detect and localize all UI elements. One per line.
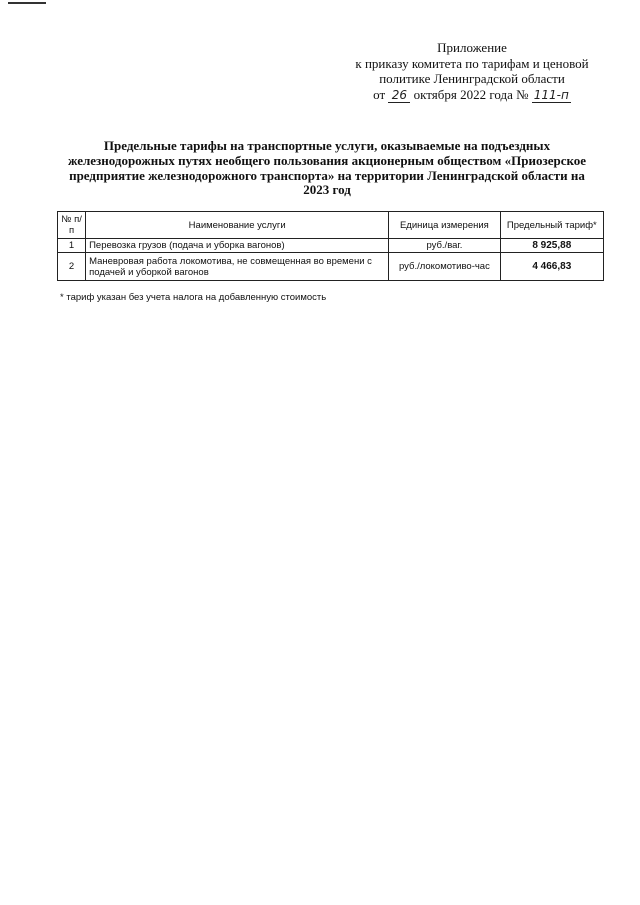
appendix-label: Приложение — [437, 40, 507, 55]
header-num: № п/п — [58, 212, 86, 239]
row-num: 2 — [58, 253, 86, 281]
row-unit: руб./ваг. — [389, 239, 500, 253]
handwritten-day: 26 — [388, 89, 410, 103]
row-tariff: 4 466,83 — [500, 253, 603, 281]
appendix-header — [330, 40, 614, 103]
date-prefix: от — [373, 86, 386, 102]
header-unit: Единица измерения — [389, 212, 500, 239]
row-num: 1 — [58, 239, 86, 253]
date-middle: октября 2022 года № — [413, 86, 529, 102]
row-service: Маневровая работа локомотива, не совмещенная во времени с подачей и уборкой вагонов — [86, 253, 389, 281]
handwritten-order-number: 111-п — [533, 87, 569, 102]
footnote: * тариф указан без учета налога на добавленную стоимость — [60, 292, 327, 303]
header-tariff: Предельный тариф* — [500, 212, 603, 239]
appendix-committee: политике Ленинградской области — [379, 71, 565, 86]
tariff-table — [57, 211, 604, 281]
row-service: Перевозка грузов (подача и уборка вагонов) — [86, 239, 389, 253]
table-row — [58, 239, 604, 253]
table-row — [58, 253, 604, 281]
appendix-date-line — [330, 87, 614, 103]
row-unit: руб./локомотиво-час — [389, 253, 500, 281]
title-line-2: железнодорожных путях необщего пользования акционерным обществом «Приозерское — [67, 152, 587, 168]
header-name: Наименование услуги — [86, 212, 389, 239]
title-line-1: Предельные тарифы на транспортные услуги, оказываемые на подъездных — [103, 138, 551, 153]
document-title — [60, 139, 594, 198]
row-tariff: 8 925,88 — [500, 239, 603, 253]
title-line-3: предприятие железнодорожного транспорта» на территории Ленинградской области на — [69, 167, 585, 183]
title-line-4: 2023 год — [303, 182, 351, 198]
scan-artifact-line — [8, 2, 46, 4]
table-header-row — [58, 212, 604, 239]
appendix-order-ref: к приказу комитета по тарифам и ценовой — [355, 55, 589, 71]
